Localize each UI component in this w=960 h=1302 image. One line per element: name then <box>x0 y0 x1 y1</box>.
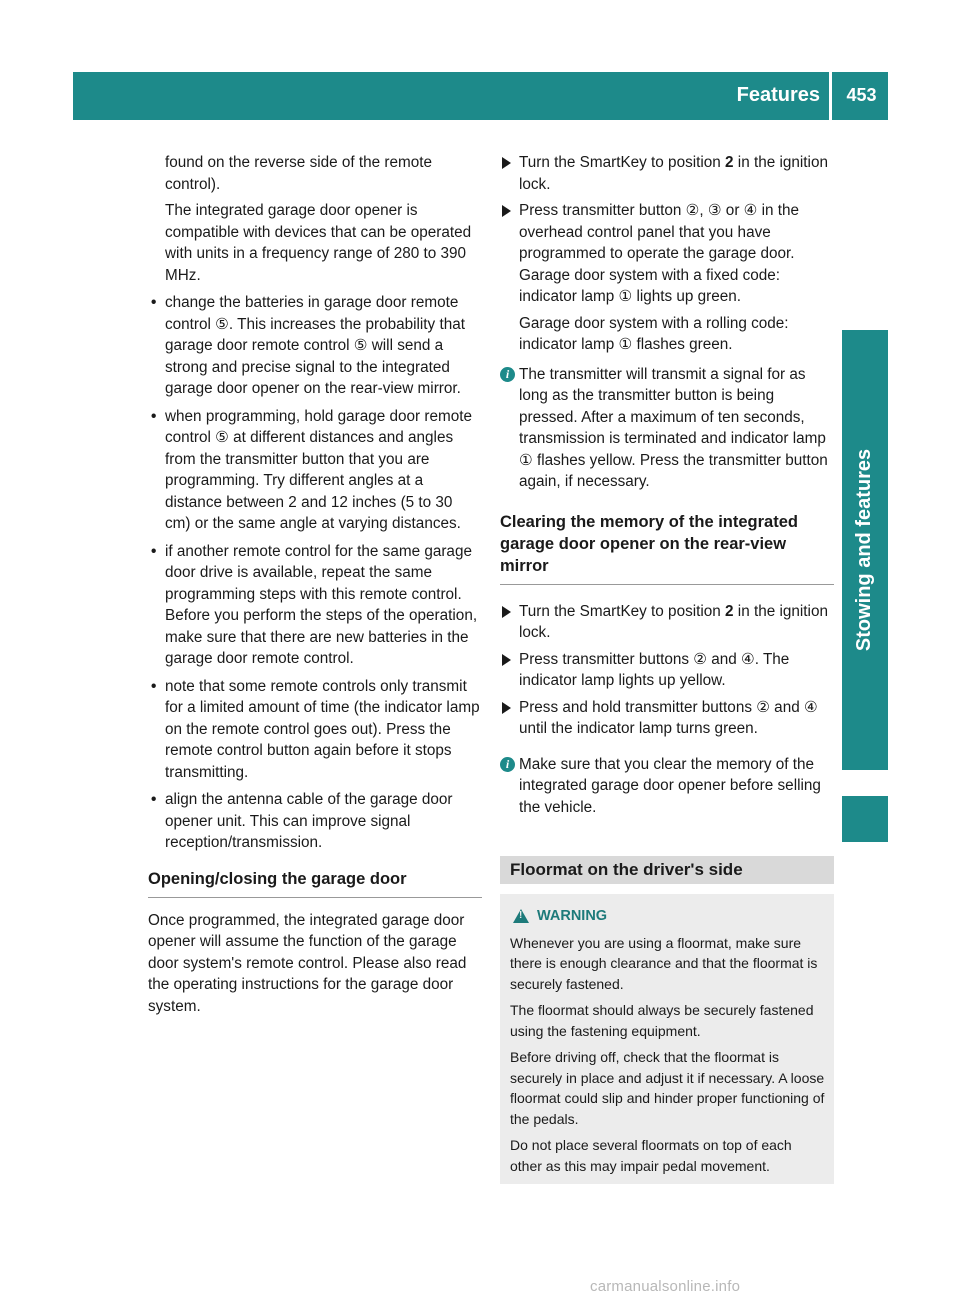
left-column <box>148 152 482 1017</box>
instruction-step: Turn the SmartKey to position 2 in the ignition lock. <box>500 152 834 195</box>
warning-triangle-icon <box>513 909 529 923</box>
step-arrow-icon <box>502 654 511 666</box>
page-number: 453 <box>846 85 877 106</box>
subsection-heading: Floormat on the driver's side <box>500 856 834 884</box>
warning-title: ! WARNING <box>510 906 826 927</box>
page-header <box>73 72 888 120</box>
warning-paragraph: The floormat should always be securely fastened using the fastening equipment. <box>510 1002 814 1039</box>
list-item: • align the antenna cable of the garage door opener unit. This can improve signal reception/transmission. <box>148 789 482 854</box>
info-icon: i <box>500 757 515 772</box>
warning-paragraph: Before driving off, check that the floormat is securely in place and adjust it if necessary. A loose floormat could slip and hinder proper functioning of the pedals. <box>510 1049 825 1127</box>
step-arrow-icon <box>502 157 511 169</box>
section-heading: Clearing the memory of the integrated garage door opener on the rear-view mirror <box>500 511 834 585</box>
warning-paragraph: Whenever you are using a floormat, make sure there is enough clearance and that the floormat is securely fastened. <box>510 934 818 992</box>
list-item: • if another remote control for the same garage door drive is available, repeat the same programming steps with this remote control. Before you perform the steps of the operation, make sure that there are new batteries in the garage door remote control. <box>148 541 482 670</box>
right-column <box>500 152 834 1184</box>
info-icon: i <box>500 367 515 382</box>
instruction-step: Press transmitter buttons ② and ④. The indicator lamp lights up yellow. <box>500 649 834 692</box>
step-continuation: Garage door system with a rolling code: indicator lamp ① flashes green. <box>519 314 789 353</box>
chapter-side-tab-label: Stowing and features <box>853 448 876 652</box>
header-divider <box>829 72 832 120</box>
section-body: Once programmed, the integrated garage door opener will assume the function of the garage door system's remote control. Please also read the operating instructions for the garage door system. <box>148 911 467 1015</box>
list-item: • note that some remote controls only transmit for a limited amount of time (the indicator lamp on the remote control goes out). Press the remote control button again before it stops transmitting. <box>148 676 482 784</box>
step-arrow-icon <box>502 606 511 618</box>
info-note: i Make sure that you clear the memory of the integrated garage door opener before selling the vehicle. <box>500 754 834 819</box>
section-heading: Opening/closing the garage door <box>148 868 482 898</box>
warning-paragraph: Do not place several floormats on top of each other as this may impair pedal movement. <box>510 1137 792 1174</box>
chapter-marker <box>842 796 888 842</box>
list-item: • when programming, hold garage door remote control ⑤ at different distances and angles from the transmitter button that you are programming. Try different angles at a distance between 2 and 12 inches (5 to 30 cm) or the same angle at varying distances. <box>148 406 482 535</box>
list-item: • change the batteries in garage door remote control ⑤. This increases the probability that garage door remote control ⑤ will send a strong and precise signal to the integrated garage door opener on the rear-view mirror. <box>148 292 482 400</box>
instruction-step: Press and hold transmitter buttons ② and ④ until the indicator lamp turns green. <box>500 697 834 740</box>
intro-line: The integrated garage door opener is compatible with devices that can be operated with units in a frequency range of 280 to 390 MHz. <box>165 202 472 284</box>
instruction-step: Turn the SmartKey to position 2 in the ignition lock. <box>500 601 834 644</box>
warning-box <box>500 894 834 1184</box>
instruction-step: Press transmitter button ②, ③ or ④ in the overhead control panel that you have programmed to operate the garage door. Garage door system with a fixed code: indicator lamp ① lights up green. <box>500 200 834 308</box>
step-arrow-icon <box>502 205 511 217</box>
info-note: i The transmitter will transmit a signal for as long as the transmitter button is being pressed. After a maximum of ten seconds, transmission is terminated and indicator lamp ① flashes yellow. Press the transmitter button again, if necessary. <box>500 364 834 493</box>
watermark: carmanualsonline.info <box>590 1278 741 1295</box>
chapter-side-tab <box>842 330 888 770</box>
intro-line: found on the reverse side of the remote control). <box>165 154 433 193</box>
header-section-title: Features <box>736 84 820 107</box>
step-arrow-icon <box>502 702 511 714</box>
